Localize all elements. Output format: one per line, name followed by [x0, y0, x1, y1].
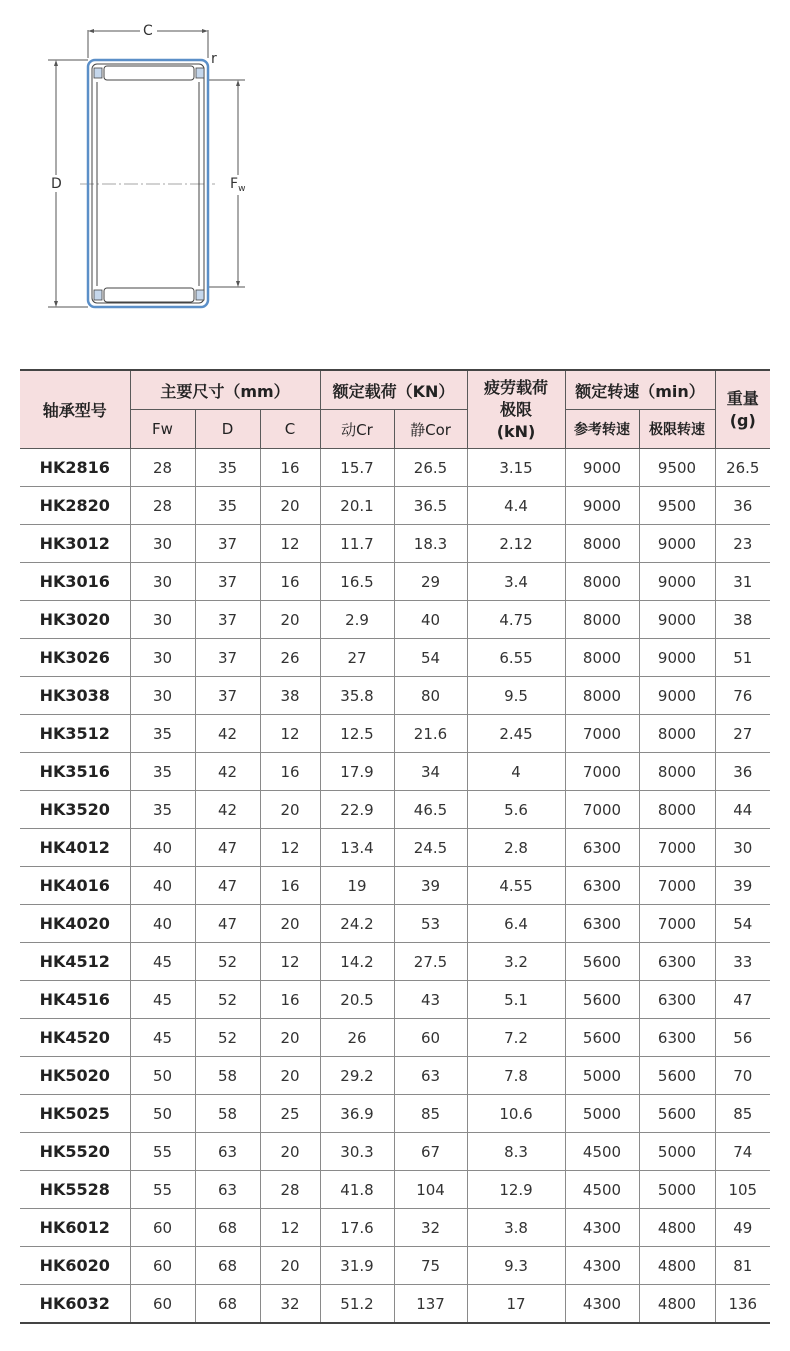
cell-limit-speed: 6300 — [639, 943, 715, 981]
header-main-dimensions: 主要尺寸（mm） — [130, 370, 320, 410]
cell-static-cor: 67 — [394, 1133, 467, 1171]
cell-limit-speed: 4800 — [639, 1209, 715, 1247]
cell-dynamic-cr: 13.4 — [320, 829, 394, 867]
cell-weight: 81 — [715, 1247, 770, 1285]
cell-weight: 31 — [715, 563, 770, 601]
cell-model: HK4520 — [20, 1019, 130, 1057]
header-static-cor: 静Cor — [394, 410, 467, 449]
cell-reference-speed: 8000 — [565, 563, 639, 601]
table-row — [20, 715, 770, 753]
dim-label-c: C — [143, 23, 153, 39]
cell-limit-speed: 5000 — [639, 1133, 715, 1171]
cell-reference-speed: 5600 — [565, 943, 639, 981]
cell-c: 20 — [260, 487, 320, 525]
cell-d: 47 — [195, 829, 260, 867]
cell-static-cor: 43 — [394, 981, 467, 1019]
dim-label-fw-sub: w — [238, 184, 246, 194]
table-row — [20, 1247, 770, 1285]
cell-model: HK3520 — [20, 791, 130, 829]
table-row — [20, 525, 770, 563]
cell-reference-speed: 4500 — [565, 1133, 639, 1171]
cell-fatigue-limit: 2.45 — [467, 715, 565, 753]
cell-fatigue-limit: 7.2 — [467, 1019, 565, 1057]
cell-fatigue-limit: 9.3 — [467, 1247, 565, 1285]
cell-static-cor: 24.5 — [394, 829, 467, 867]
cell-d: 58 — [195, 1057, 260, 1095]
cell-static-cor: 85 — [394, 1095, 467, 1133]
cell-weight: 56 — [715, 1019, 770, 1057]
header-fatigue-line2: 极限 — [500, 399, 533, 419]
cell-d: 47 — [195, 905, 260, 943]
cell-c: 26 — [260, 639, 320, 677]
cell-weight: 36 — [715, 753, 770, 791]
cell-static-cor: 34 — [394, 753, 467, 791]
cell-fw: 60 — [130, 1209, 195, 1247]
cell-c: 25 — [260, 1095, 320, 1133]
cell-limit-speed: 4800 — [639, 1285, 715, 1324]
cell-reference-speed: 8000 — [565, 601, 639, 639]
cell-d: 63 — [195, 1171, 260, 1209]
cell-model: HK3512 — [20, 715, 130, 753]
cell-model: HK6020 — [20, 1247, 130, 1285]
table-row — [20, 1133, 770, 1171]
cell-fatigue-limit: 2.8 — [467, 829, 565, 867]
cell-reference-speed: 5600 — [565, 1019, 639, 1057]
cell-fw: 60 — [130, 1285, 195, 1324]
cell-c: 16 — [260, 563, 320, 601]
header-weight-line2: (g) — [729, 410, 756, 430]
cell-weight: 36 — [715, 487, 770, 525]
table-header — [20, 370, 770, 449]
table-row — [20, 753, 770, 791]
cell-weight: 70 — [715, 1057, 770, 1095]
cell-c: 12 — [260, 1209, 320, 1247]
cell-reference-speed: 9000 — [565, 487, 639, 525]
cell-reference-speed: 7000 — [565, 753, 639, 791]
cell-c: 20 — [260, 601, 320, 639]
cell-reference-speed: 5000 — [565, 1095, 639, 1133]
cell-fw: 50 — [130, 1095, 195, 1133]
header-fatigue-load — [467, 370, 565, 449]
cell-static-cor: 54 — [394, 639, 467, 677]
cell-fatigue-limit: 5.1 — [467, 981, 565, 1019]
cell-limit-speed: 5600 — [639, 1057, 715, 1095]
cell-model: HK3026 — [20, 639, 130, 677]
cell-fatigue-limit: 4.4 — [467, 487, 565, 525]
cell-weight: 47 — [715, 981, 770, 1019]
cell-limit-speed: 8000 — [639, 753, 715, 791]
table-row — [20, 943, 770, 981]
table-row — [20, 1019, 770, 1057]
cell-model: HK5520 — [20, 1133, 130, 1171]
bearing-cross-section-drawing — [0, 0, 320, 330]
cell-reference-speed: 8000 — [565, 639, 639, 677]
cell-fw: 28 — [130, 449, 195, 487]
cell-d: 37 — [195, 677, 260, 715]
table-row — [20, 601, 770, 639]
cell-d: 52 — [195, 1019, 260, 1057]
cell-dynamic-cr: 17.6 — [320, 1209, 394, 1247]
cell-weight: 23 — [715, 525, 770, 563]
cell-limit-speed: 4800 — [639, 1247, 715, 1285]
header-limit-speed: 极限转速 — [639, 410, 715, 449]
cell-fw: 28 — [130, 487, 195, 525]
cell-limit-speed: 6300 — [639, 1019, 715, 1057]
table-row — [20, 981, 770, 1019]
cell-dynamic-cr: 20.1 — [320, 487, 394, 525]
cell-model: HK3516 — [20, 753, 130, 791]
cell-static-cor: 60 — [394, 1019, 467, 1057]
cell-fw: 40 — [130, 867, 195, 905]
cell-dynamic-cr: 36.9 — [320, 1095, 394, 1133]
cell-fw: 55 — [130, 1171, 195, 1209]
cell-reference-speed: 6300 — [565, 867, 639, 905]
cell-d: 47 — [195, 867, 260, 905]
table-row — [20, 449, 770, 487]
cell-dynamic-cr: 11.7 — [320, 525, 394, 563]
dim-label-fw — [230, 177, 245, 194]
table-row — [20, 905, 770, 943]
cell-static-cor: 29 — [394, 563, 467, 601]
cell-c: 12 — [260, 715, 320, 753]
cell-model: HK3012 — [20, 525, 130, 563]
table-row — [20, 867, 770, 905]
cell-c: 16 — [260, 753, 320, 791]
cell-dynamic-cr: 30.3 — [320, 1133, 394, 1171]
cell-model: HK3020 — [20, 601, 130, 639]
cell-c: 16 — [260, 867, 320, 905]
table-row — [20, 1057, 770, 1095]
cell-limit-speed: 7000 — [639, 905, 715, 943]
cell-model: HK6032 — [20, 1285, 130, 1324]
cell-model: HK4020 — [20, 905, 130, 943]
cell-fatigue-limit: 3.8 — [467, 1209, 565, 1247]
header-dynamic-cr: 动Cr — [320, 410, 394, 449]
cell-model: HK3038 — [20, 677, 130, 715]
cell-limit-speed: 9000 — [639, 525, 715, 563]
cell-weight: 33 — [715, 943, 770, 981]
header-fatigue-line1: 疲劳载荷 — [484, 377, 549, 397]
cell-fw: 30 — [130, 639, 195, 677]
cell-fatigue-limit: 12.9 — [467, 1171, 565, 1209]
cell-limit-speed: 7000 — [639, 829, 715, 867]
cell-model: HK2820 — [20, 487, 130, 525]
cell-weight: 105 — [715, 1171, 770, 1209]
cell-fw: 50 — [130, 1057, 195, 1095]
cell-static-cor: 40 — [394, 601, 467, 639]
cell-fatigue-limit: 6.4 — [467, 905, 565, 943]
cell-c: 32 — [260, 1285, 320, 1324]
cell-static-cor: 63 — [394, 1057, 467, 1095]
cell-reference-speed: 6300 — [565, 829, 639, 867]
cell-static-cor: 80 — [394, 677, 467, 715]
cell-reference-speed: 8000 — [565, 677, 639, 715]
cell-dynamic-cr: 12.5 — [320, 715, 394, 753]
cell-limit-speed: 8000 — [639, 715, 715, 753]
header-weight — [715, 370, 770, 449]
cell-fw: 30 — [130, 601, 195, 639]
cell-dynamic-cr: 24.2 — [320, 905, 394, 943]
cell-dynamic-cr: 26 — [320, 1019, 394, 1057]
cell-c: 28 — [260, 1171, 320, 1209]
cell-d: 68 — [195, 1285, 260, 1324]
cell-fw: 30 — [130, 563, 195, 601]
cell-reference-speed: 8000 — [565, 525, 639, 563]
cell-weight: 39 — [715, 867, 770, 905]
cell-d: 52 — [195, 981, 260, 1019]
dim-label-r: r — [211, 51, 217, 67]
cell-dynamic-cr: 17.9 — [320, 753, 394, 791]
cell-model: HK4516 — [20, 981, 130, 1019]
cell-fatigue-limit: 10.6 — [467, 1095, 565, 1133]
cell-dynamic-cr: 31.9 — [320, 1247, 394, 1285]
cell-fatigue-limit: 3.4 — [467, 563, 565, 601]
cell-dynamic-cr: 29.2 — [320, 1057, 394, 1095]
cell-static-cor: 27.5 — [394, 943, 467, 981]
cell-dynamic-cr: 35.8 — [320, 677, 394, 715]
cell-reference-speed: 4500 — [565, 1171, 639, 1209]
cell-dynamic-cr: 41.8 — [320, 1171, 394, 1209]
cell-fatigue-limit: 4.55 — [467, 867, 565, 905]
cell-weight: 49 — [715, 1209, 770, 1247]
cell-fw: 40 — [130, 905, 195, 943]
cell-weight: 38 — [715, 601, 770, 639]
cell-d: 58 — [195, 1095, 260, 1133]
cell-static-cor: 36.5 — [394, 487, 467, 525]
cell-d: 37 — [195, 563, 260, 601]
cell-fatigue-limit: 8.3 — [467, 1133, 565, 1171]
cell-d: 37 — [195, 601, 260, 639]
cell-limit-speed: 5000 — [639, 1171, 715, 1209]
cell-d: 42 — [195, 791, 260, 829]
cell-c: 20 — [260, 1019, 320, 1057]
cell-dynamic-cr: 14.2 — [320, 943, 394, 981]
table-row — [20, 1095, 770, 1133]
cell-fw: 35 — [130, 753, 195, 791]
cell-fatigue-limit: 17 — [467, 1285, 565, 1324]
cell-static-cor: 137 — [394, 1285, 467, 1324]
table-row — [20, 1171, 770, 1209]
cell-fatigue-limit: 2.12 — [467, 525, 565, 563]
cell-static-cor: 18.3 — [394, 525, 467, 563]
cell-d: 68 — [195, 1247, 260, 1285]
cell-weight: 51 — [715, 639, 770, 677]
cell-c: 38 — [260, 677, 320, 715]
cell-d: 68 — [195, 1209, 260, 1247]
cell-weight: 26.5 — [715, 449, 770, 487]
cell-reference-speed: 9000 — [565, 449, 639, 487]
cell-fatigue-limit: 7.8 — [467, 1057, 565, 1095]
bearing-spec-table — [20, 369, 770, 1324]
cell-weight: 85 — [715, 1095, 770, 1133]
cell-model: HK4016 — [20, 867, 130, 905]
dim-label-fw-main: F — [230, 176, 239, 192]
cell-reference-speed: 5600 — [565, 981, 639, 1019]
cell-c: 20 — [260, 1133, 320, 1171]
cell-static-cor: 32 — [394, 1209, 467, 1247]
header-model: 轴承型号 — [20, 370, 130, 449]
cell-d: 35 — [195, 487, 260, 525]
cell-model: HK5020 — [20, 1057, 130, 1095]
cell-reference-speed: 6300 — [565, 905, 639, 943]
cell-reference-speed: 4300 — [565, 1285, 639, 1324]
table-row — [20, 829, 770, 867]
cell-dynamic-cr: 20.5 — [320, 981, 394, 1019]
cell-fatigue-limit: 9.5 — [467, 677, 565, 715]
header-fw: Fw — [130, 410, 195, 449]
cell-reference-speed: 7000 — [565, 715, 639, 753]
cell-weight: 27 — [715, 715, 770, 753]
cell-fw: 45 — [130, 943, 195, 981]
cell-model: HK2816 — [20, 449, 130, 487]
cell-static-cor: 21.6 — [394, 715, 467, 753]
cell-fw: 35 — [130, 715, 195, 753]
cell-model: HK6012 — [20, 1209, 130, 1247]
cell-reference-speed: 4300 — [565, 1209, 639, 1247]
cell-model: HK4512 — [20, 943, 130, 981]
table-row — [20, 487, 770, 525]
header-weight-line1: 重量 — [726, 388, 759, 408]
cell-fatigue-limit: 3.15 — [467, 449, 565, 487]
cell-dynamic-cr: 22.9 — [320, 791, 394, 829]
cell-fw: 45 — [130, 981, 195, 1019]
cell-static-cor: 39 — [394, 867, 467, 905]
header-c: C — [260, 410, 320, 449]
cell-model: HK3016 — [20, 563, 130, 601]
cell-d: 35 — [195, 449, 260, 487]
cell-fatigue-limit: 3.2 — [467, 943, 565, 981]
cell-model: HK5528 — [20, 1171, 130, 1209]
table-row — [20, 1209, 770, 1247]
table-body — [20, 449, 770, 1324]
header-rated-speed: 额定转速（min） — [565, 370, 715, 410]
cell-fw: 45 — [130, 1019, 195, 1057]
cell-fatigue-limit: 4.75 — [467, 601, 565, 639]
cell-c: 16 — [260, 981, 320, 1019]
cell-c: 16 — [260, 449, 320, 487]
cell-c: 20 — [260, 1247, 320, 1285]
cell-fw: 40 — [130, 829, 195, 867]
cell-limit-speed: 6300 — [639, 981, 715, 1019]
cell-d: 37 — [195, 639, 260, 677]
bearing-diagram-svg — [0, 0, 320, 330]
cell-weight: 30 — [715, 829, 770, 867]
cell-d: 42 — [195, 715, 260, 753]
cell-limit-speed: 9500 — [639, 487, 715, 525]
cell-static-cor: 53 — [394, 905, 467, 943]
header-reference-speed: 参考转速 — [565, 410, 639, 449]
cell-dynamic-cr: 51.2 — [320, 1285, 394, 1324]
cell-fatigue-limit: 6.55 — [467, 639, 565, 677]
cell-c: 20 — [260, 791, 320, 829]
cell-static-cor: 75 — [394, 1247, 467, 1285]
cell-fatigue-limit: 4 — [467, 753, 565, 791]
cell-fw: 30 — [130, 677, 195, 715]
table-row — [20, 639, 770, 677]
cell-d: 63 — [195, 1133, 260, 1171]
cell-weight: 54 — [715, 905, 770, 943]
cell-dynamic-cr: 27 — [320, 639, 394, 677]
dim-label-d: D — [51, 176, 62, 192]
cell-d: 52 — [195, 943, 260, 981]
header-fatigue-line3: (kN) — [496, 421, 536, 441]
cell-weight: 44 — [715, 791, 770, 829]
cell-c: 20 — [260, 905, 320, 943]
cell-limit-speed: 9500 — [639, 449, 715, 487]
cell-weight: 76 — [715, 677, 770, 715]
cell-weight: 74 — [715, 1133, 770, 1171]
cell-limit-speed: 8000 — [639, 791, 715, 829]
cell-c: 12 — [260, 943, 320, 981]
table-row — [20, 677, 770, 715]
cell-dynamic-cr: 2.9 — [320, 601, 394, 639]
header-rated-load: 额定载荷（KN） — [320, 370, 467, 410]
cell-fw: 30 — [130, 525, 195, 563]
cell-limit-speed: 5600 — [639, 1095, 715, 1133]
cell-d: 37 — [195, 525, 260, 563]
cell-limit-speed: 9000 — [639, 677, 715, 715]
cell-reference-speed: 5000 — [565, 1057, 639, 1095]
cell-limit-speed: 9000 — [639, 601, 715, 639]
header-d: D — [195, 410, 260, 449]
cell-model: HK5025 — [20, 1095, 130, 1133]
cell-dynamic-cr: 15.7 — [320, 449, 394, 487]
cell-dynamic-cr: 16.5 — [320, 563, 394, 601]
cell-c: 20 — [260, 1057, 320, 1095]
cell-fw: 35 — [130, 791, 195, 829]
cell-model: HK4012 — [20, 829, 130, 867]
cell-weight: 136 — [715, 1285, 770, 1324]
cell-reference-speed: 4300 — [565, 1247, 639, 1285]
cell-fatigue-limit: 5.6 — [467, 791, 565, 829]
table-row — [20, 563, 770, 601]
cell-c: 12 — [260, 829, 320, 867]
cell-limit-speed: 9000 — [639, 639, 715, 677]
cell-limit-speed: 7000 — [639, 867, 715, 905]
cell-limit-speed: 9000 — [639, 563, 715, 601]
cell-reference-speed: 7000 — [565, 791, 639, 829]
cell-fw: 55 — [130, 1133, 195, 1171]
cell-dynamic-cr: 19 — [320, 867, 394, 905]
table-row — [20, 1285, 770, 1324]
cell-c: 12 — [260, 525, 320, 563]
cell-d: 42 — [195, 753, 260, 791]
table-row — [20, 791, 770, 829]
cell-fw: 60 — [130, 1247, 195, 1285]
cell-static-cor: 104 — [394, 1171, 467, 1209]
cell-static-cor: 26.5 — [394, 449, 467, 487]
cell-static-cor: 46.5 — [394, 791, 467, 829]
